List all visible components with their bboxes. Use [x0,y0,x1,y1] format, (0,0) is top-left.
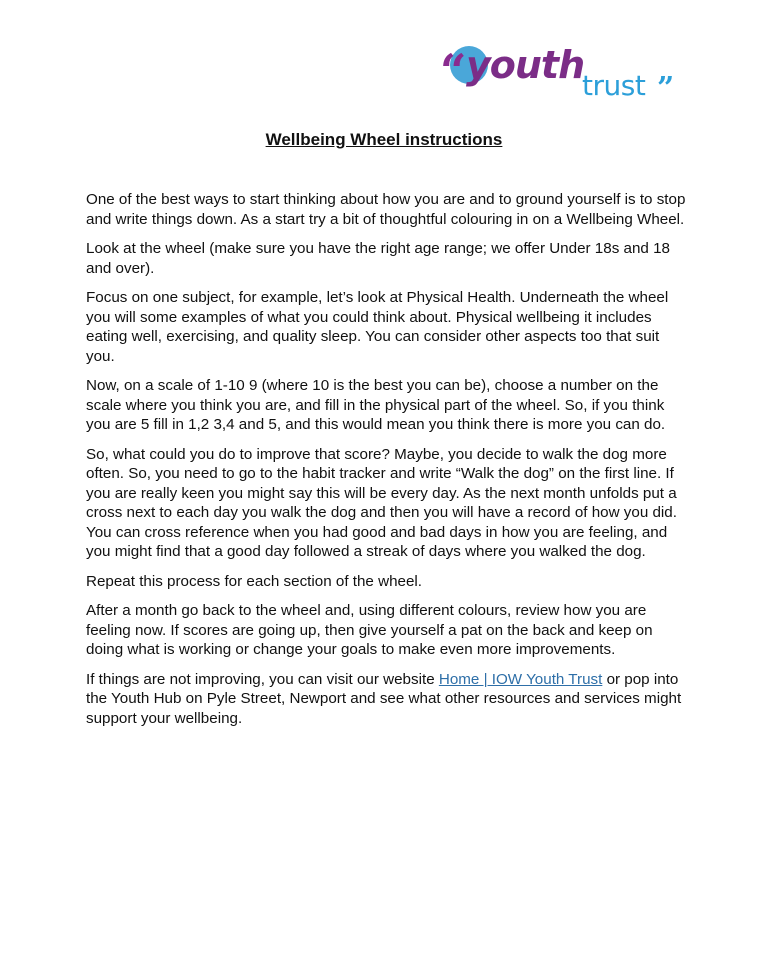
logo-open-quote: “ [440,44,467,98]
logo-word-youth: youth [466,43,585,87]
youth-trust-logo [440,44,680,112]
paragraph-improve-score: So, what could you do to improve that score? Maybe, you decide to walk the dog more often. So, you need to go to the habit tracker and write “Walk the dog” on the first line. If you are really keen you might say this will be every day. As the next month unfolds put a cross next to each day you walk the dog and then you will have a record of how you did. You can cross reference when you had good and bad days in how you are feeling, and you might find that a good day followed a streak of days where you walked the dog. [86,445,677,560]
paragraph-repeat: Repeat this process for each section of the wheel. [86,572,423,590]
paragraph-website [86,670,686,729]
paragraph-look-at-wheel: Look at the wheel (make sure you have the right age range; we offer Under 18s and 18 and over). [86,240,670,277]
logo-close-quote: ” [657,71,675,106]
logo-word-trust: trust [582,69,646,102]
paragraph-scale: Now, on a scale of 1-10 9 (where 10 is the best you can be), choose a number on the scale where you think you are, and fill in the physical part of the wheel. So, if you think you are 5 fill in 1,2 3,4 and 5, and this would mean you think there is more you can do. [86,377,666,433]
website-text-after: or pop into the Youth Hub on Pyle Street, Newport and see what other resources and services might support your wellbeing. [86,670,682,727]
website-text-before: If things are not improving, you can visit our website [86,670,439,688]
paragraph-intro: One of the best ways to start thinking about how you are and to ground yourself is to stop and write things down. As a start try a bit of thoughtful colouring in on a Wellbeing Wheel. [86,191,686,228]
paragraph-review: After a month go back to the wheel and, using different colours, review how you are feeling now. If scores are going up, then give yourself a pat on the back and keep on doing what is working or change your goals to make even more improvements. [86,602,653,658]
page-title: Wellbeing Wheel instructions [265,130,503,149]
instructions-body [86,190,686,738]
paragraph-focus-subject: Focus on one subject, for example, let’s look at Physical Health. Underneath the wheel you will some examples of what you could think about. Physical wellbeing it includes eating well, exercising, and quality sleep. You can consider other aspects too that suit you. [86,289,669,365]
website-link[interactable]: Home | IOW Youth Trust [438,670,603,688]
